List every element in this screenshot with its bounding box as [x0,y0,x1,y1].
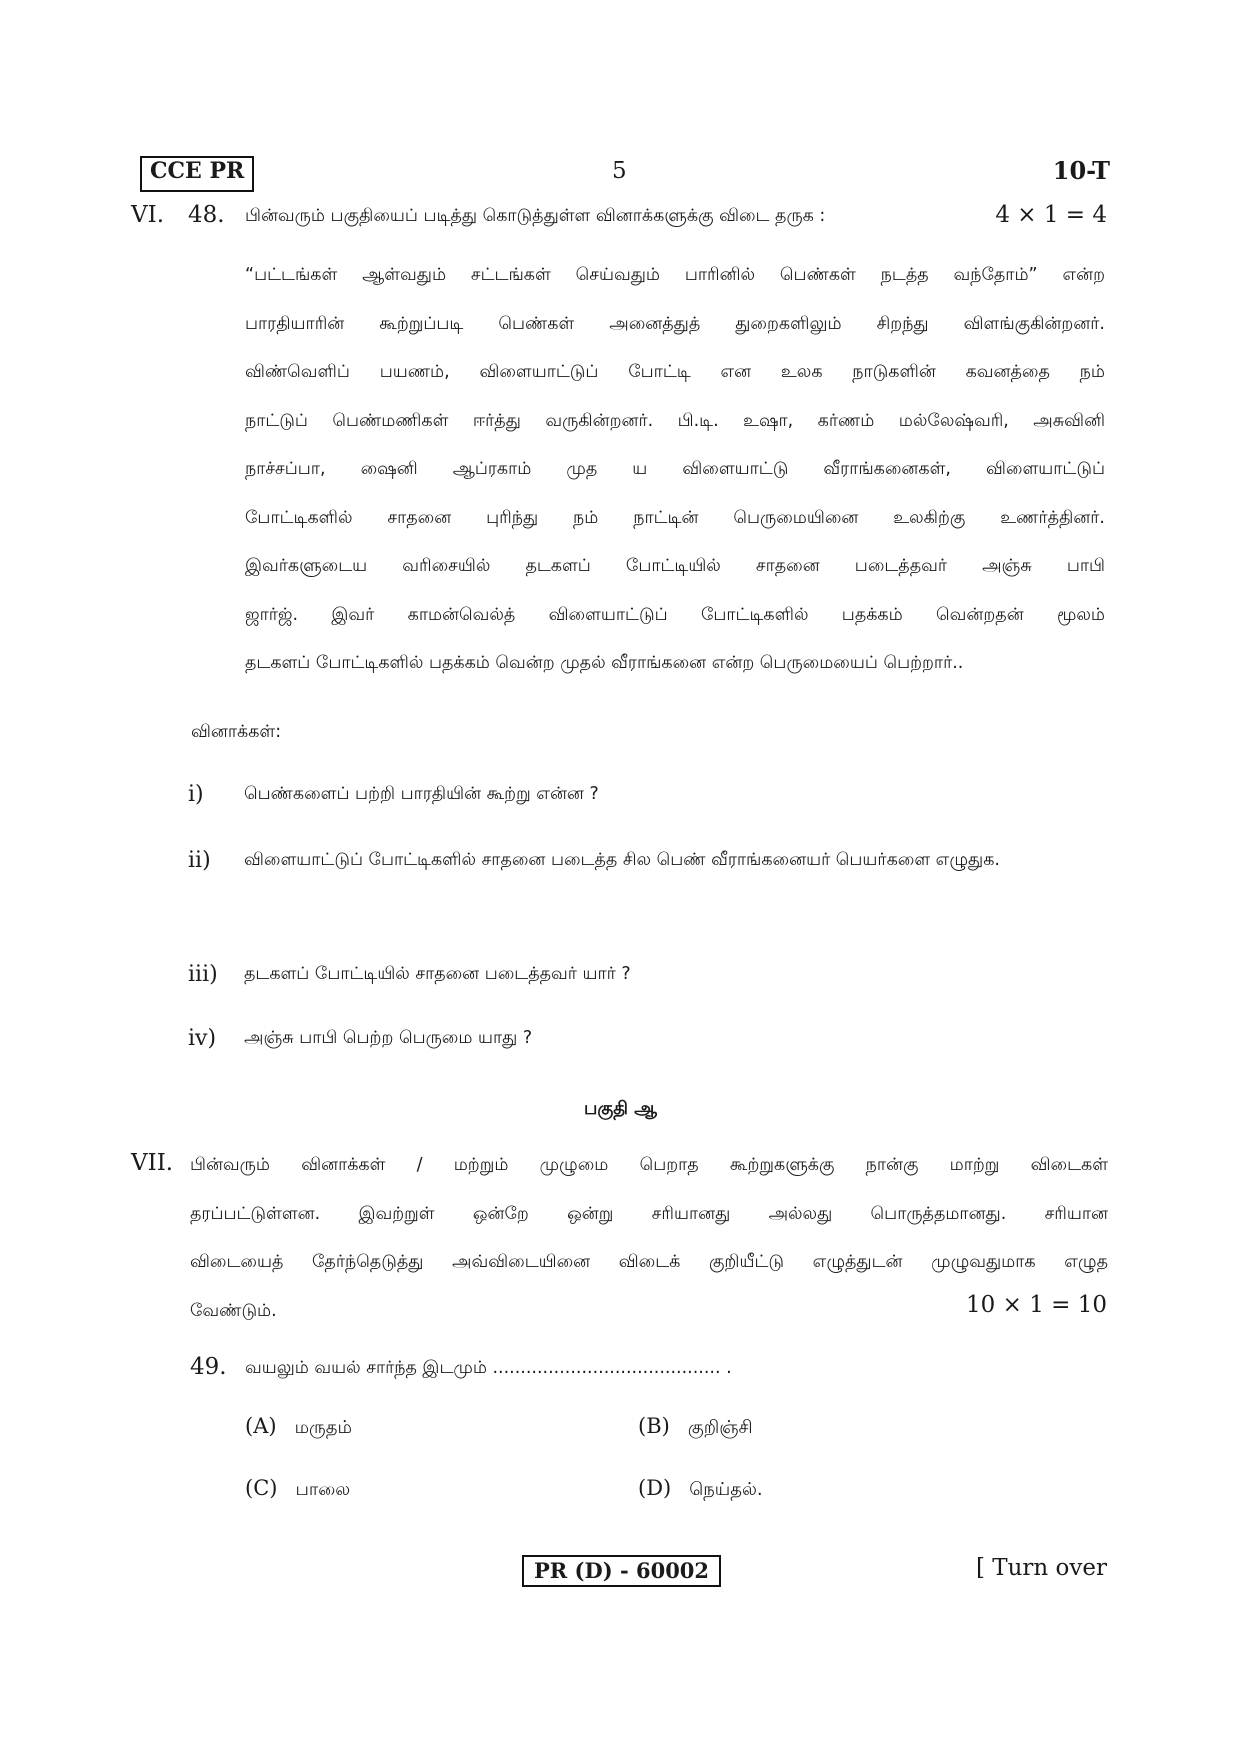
option-d [638,1476,763,1502]
header-code-box: CCE PR [140,156,254,192]
page-number: 5 [612,158,627,184]
passage-line: நாட்டுப் பெண்மணிகள் ஈர்த்து வருகின்றனர். பி.டி. உஷா, கர்ணம் மல்லேஷ்வரி, அசுவினி [245,410,1105,431]
passage-line: விண்வெளிப் பயணம், விளையாட்டுப் போட்டி என உலக நாடுகளின் கவனத்தை நம் [245,362,1105,382]
option-label: (B) [638,1414,670,1438]
option-label: (C) [245,1476,278,1500]
section-title: பகுதி ஆ [583,1098,658,1119]
option-label: (D) [638,1476,672,1500]
reading-passage [245,262,1105,699]
sub-question-text: விளையாட்டுப் போட்டிகளில் சாதனை படைத்த சில பெண் வீராங்கனையர் பெயர்களை எழுதுக. [244,850,1000,870]
passage-line: “பட்டங்கள் ஆள்வதும் சட்டங்கள் செய்வதும் பாரினில் பெண்கள் நடத்த வந்தோம்” என்ற [245,265,1105,285]
passage-line: ஜார்ஜ். இவர் காமன்வெல்த் விளையாட்டுப் போட்டிகளில் பதக்கம் வென்றதன் மூலம் [245,604,1105,625]
option-text: பாலை [295,1479,351,1500]
section-number-vii: VII. [131,1150,174,1176]
option-text: நெய்தல். [689,1479,763,1500]
option-text: குறிஞ்சி [687,1417,753,1438]
sub-question-text: தடகளப் போட்டியில் சாதனை படைத்தவர் யார் ? [244,964,631,984]
option-a [245,1414,352,1440]
passage-line: தடகளப் போட்டிகளில் பதக்கம் வென்ற முதல் வீராங்கனை என்ற பெருமையைப் பெற்றார்.. [245,653,964,673]
sub-question-text: பெண்களைப் பற்றி பாரதியின் கூற்று என்ன ? [244,784,599,804]
option-text: மருதம் [294,1417,352,1438]
questions-label: வினாக்கள்: [191,722,282,742]
question-48-instruction: பின்வரும் பகுதியைப் படித்து கொடுத்துள்ள வினாக்களுக்கு விடை தருக : [245,206,826,226]
passage-line: நாச்சப்பா, ஷைனி ஆப்ரகாம் முத ய விளையாட்டு வீராங்கனைகள், விளையாட்டுப் [245,459,1105,479]
question-number-48: 48. [188,202,225,228]
instruction-line: தரப்பட்டுள்ளன. இவற்றுள் ஒன்றே ஒன்று சரியானது அல்லது பொருத்தமானது. சரியான [190,1203,1108,1224]
instruction-line: பின்வரும் வினாக்கள் / மற்றும் முழுமை பெறாத கூற்றுகளுக்கு நான்கு மாற்று விடைகள் [190,1155,1108,1175]
passage-line: போட்டிகளில் சாதனை புரிந்து நம் நாட்டின் பெருமையினை உலகிற்கு உணர்த்தினர். [245,507,1105,528]
sub-question-text: அஞ்சு பாபி பெற்ற பெருமை யாது ? [244,1028,533,1048]
question-number-49: 49. [190,1354,227,1380]
option-c [245,1476,350,1502]
question-49-text: வயலும் வயல் சார்ந்த இடமும் ......................................... . [245,1358,732,1378]
instruction-line: வேண்டும். [190,1300,277,1321]
footer-paper-code: PR (D) - 60002 [522,1555,721,1587]
instruction-line: விடையைத் தேர்ந்தெடுத்து அவ்விடையினை விடைக் குறியீட்டு எழுத்துடன் முழுவதுமாக எழுத [190,1252,1108,1272]
sub-question-number: iii) [188,962,218,987]
question-48-marks: 4 × 1 = 4 [995,202,1107,228]
sub-question [188,1026,1108,1066]
sub-question-number: ii) [188,848,211,873]
option-label: (A) [245,1414,277,1438]
section-number-vi: VI. [131,202,165,228]
sub-question-number: iv) [188,1026,217,1051]
passage-line: இவர்களுடைய வரிசையில் தடகளப் போட்டியில் சாதனை படைத்தவர் அஞ்சு பாபி [245,556,1105,576]
sub-question [188,962,1108,1002]
option-b [638,1414,753,1440]
sub-question [188,782,1108,822]
passage-line: பாரதியாரின் கூற்றுப்படி பெண்கள் அனைத்துத் துறைகளிலும் சிறந்து விளங்குகின்றனர். [245,313,1105,334]
sub-question [188,848,1108,948]
section-vii-marks: 10 × 1 = 10 [966,1292,1107,1318]
sub-question-number: i) [188,782,204,807]
paper-code: 10-T [1052,156,1110,185]
turn-over-note: [ Turn over [975,1555,1107,1581]
